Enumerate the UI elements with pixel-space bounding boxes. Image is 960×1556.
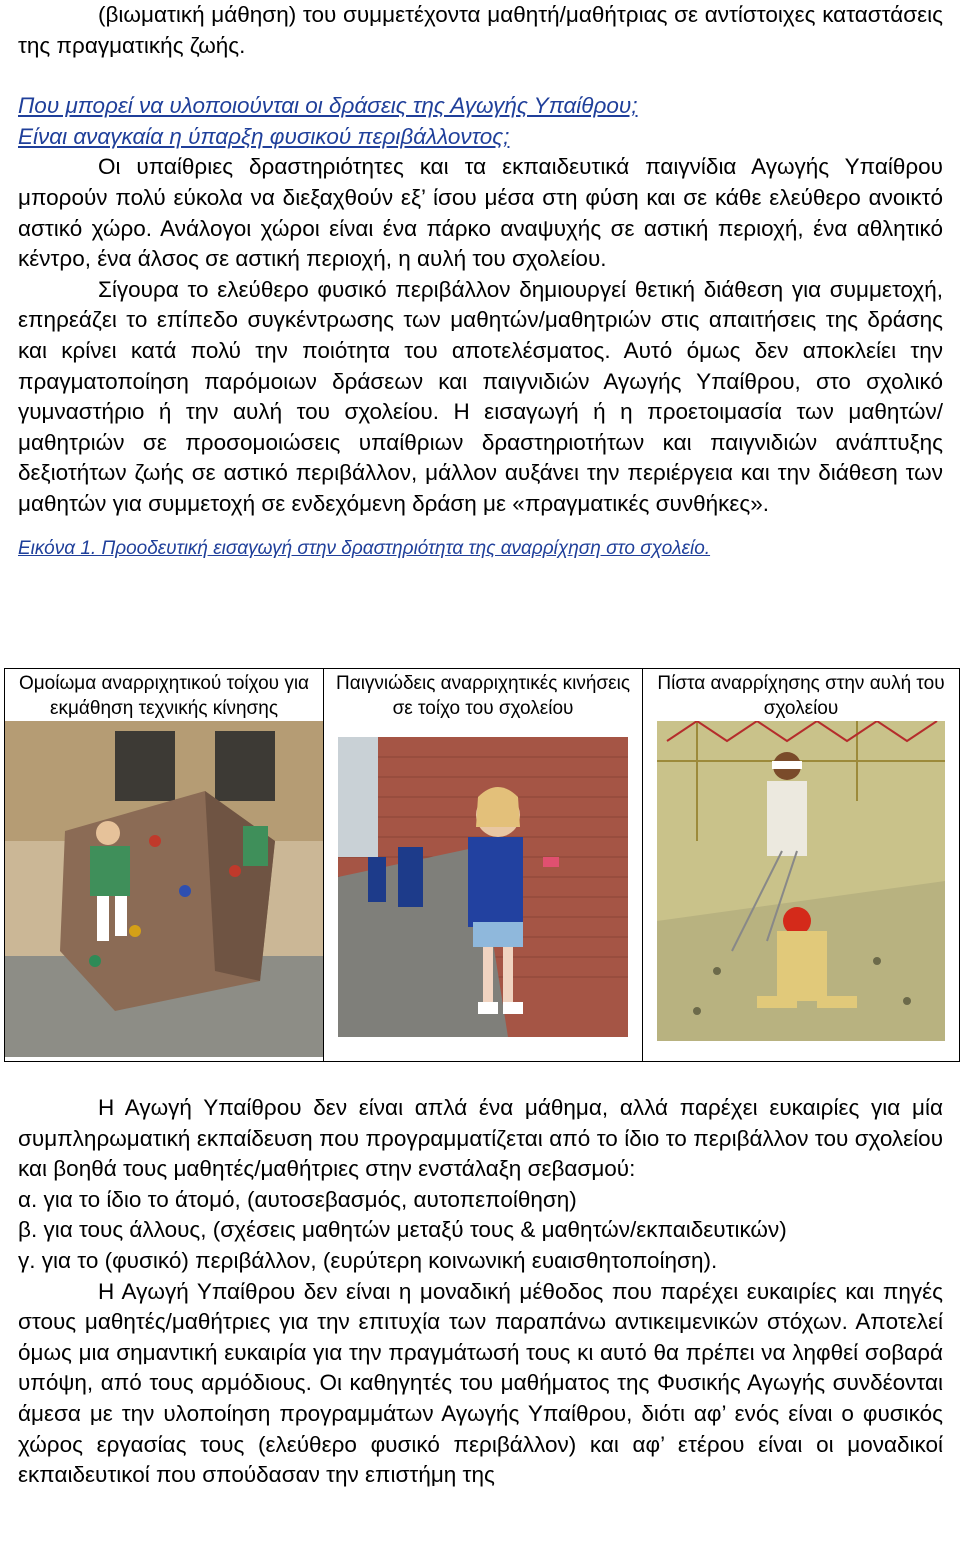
paragraph-last: Η Αγωγή Υπαίθρου δεν είναι η μοναδική μέθοδος που παρέχει ευκαιρίες και πηγές στους μαθητές/μαθήτριες για την επιτυχία των παραπάνω αντικειμενικών στόχων. Αποτελεί όμως μια σημαντική ευκαιρία για την πραγμάτωσή τους κι αυτό θα πρέπει να ληφθεί σοβαρά υπόψη, από τους αρμόδιους. Οι καθηγητές του μαθήματος της Φυσικής Αγωγής συνδέονται άμεσα με την υλοποίηση προγραμμάτων Αγωγής Υπαίθρου, διότι αφ’ ενός είναι ο φυσικός χώρος εργασίας τους (ελεύθερο φυσικό περιβάλλον) και αφ’ ετέρου είναι οι μοναδικοί εκπαιδευτικοί που σπούδασαν την επιστήμη της [18, 1278, 943, 1488]
climbing-track-photo [643, 721, 959, 1057]
paragraph-outdoor-spaces: Οι υπαίθριες δραστηριότητες και τα εκπαιδευτικά παιγνίδια Αγωγής Υπαίθρου μπορούν πολύ εύκολα να διεξαχθούν εξ’ ίσου μέσα στη φύση και σε κάθε ελεύθερο ανοικτό αστικό χώρο. Ανάλογοι χώροι είναι ένα πάρκο αναψυχής σε αστική περιοχή, ένα αθλητικό κέντρο, ένα άλσος σε αστική περιοχή, η αυλή του σχολείου. [18, 154, 943, 272]
question-heading [18, 91, 943, 152]
figure-cell-3 [643, 669, 960, 1062]
figure-cell-2 [324, 669, 643, 1062]
paragraph-free-environment: Σίγουρα το ελεύθερο φυσικό περιβάλλον δημιουργεί θετική διάθεση για συμμετοχή, επηρεάζει το επίπεδο συγκέντρωσης των μαθητών/μαθητριών στις απαιτήσεις της δράσης και κρίνει κατά πολύ την ποιότητα του αποτελέσματος. Αυτό όμως δεν αποκλείει την πραγματοποίηση παρόμοιων δράσεων και παιγνιδιών Αγωγής Υπαίθρου, στο σχολικό γυμναστήριο ή την αυλή του σχολείου. Η εισαγωγή ή η προετοιμασία των μαθητών/μαθητριών σε προσομοιώσεις υπαίθριων δραστηριοτήτων και παιγνιδιών ανάπτυξης δεξιοτήτων ζωής σε αστικό περιβάλλον, μάλλον αυξάνει την περιέργεια και την διάθεση των μαθητών για συμμετοχή σε ενδεχόμενη δράση με «πραγματικές συνθήκες». [18, 276, 943, 516]
list-item: α. για το ίδιο το άτομό, (αυτοσεβασμός, αυτοπεποίθηση) [18, 1186, 577, 1212]
paragraph-intro: Η Αγωγή Υπαίθρου δεν είναι απλά ένα μάθημα, αλλά παρέχει ευκαιρίες για μία συμπληρωματική εκπαίδευση που προγραμματίζεται από το ίδιο το περιβάλλον του σχολείου και βοηθά τους μαθητές/μαθήτριες στην ενστάλαξη σεβασμού: [18, 1095, 943, 1182]
document-bottom [18, 1093, 943, 1491]
figure-cell-caption-1: Ομοίωμα αναρριχητικού τοίχου για εκμάθηση τεχνικής κίνησης [18, 673, 310, 719]
list-item: γ. για το (φυσικό) περιβάλλον, (ευρύτερη κοινωνική ευαισθητοποίηση). [18, 1247, 718, 1273]
figure-cell-1 [5, 669, 324, 1062]
climbing-block-photo [5, 721, 323, 1057]
question-line-1: Που μπορεί να υλοποιούνται οι δράσεις της Αγωγής Υπαίθρου; [18, 93, 638, 119]
figure-table [4, 668, 960, 1062]
question-line-2: Είναι αναγκαία η ύπαρξη φυσικού περιβάλλοντος; [18, 123, 510, 149]
figure-cell-caption-3: Πίστα αναρρίχησης στην αυλή του σχολείου [657, 673, 945, 719]
paragraph-continued: (βιωματική μάθηση) του συμμετέχοντα μαθητή/μαθήτριας σε αντίστοιχες καταστάσεις της πραγματικής ζωής. [18, 2, 943, 58]
figure-caption: Εικόνα 1. Προοδευτική εισαγωγή στην δραστηριότητα της αναρρίχηση στο σχολείο. [18, 537, 711, 559]
list-item: β. για τους άλλους, (σχέσεις μαθητών μεταξύ τους & μαθητών/εκπαιδευτικών) [18, 1217, 787, 1243]
document-page [18, 0, 943, 560]
school-wall-photo [324, 721, 642, 1037]
figure-cell-caption-2: Παιγνιώδεις αναρριχητικές κινήσεις σε τοίχο του σχολείου [335, 673, 631, 719]
